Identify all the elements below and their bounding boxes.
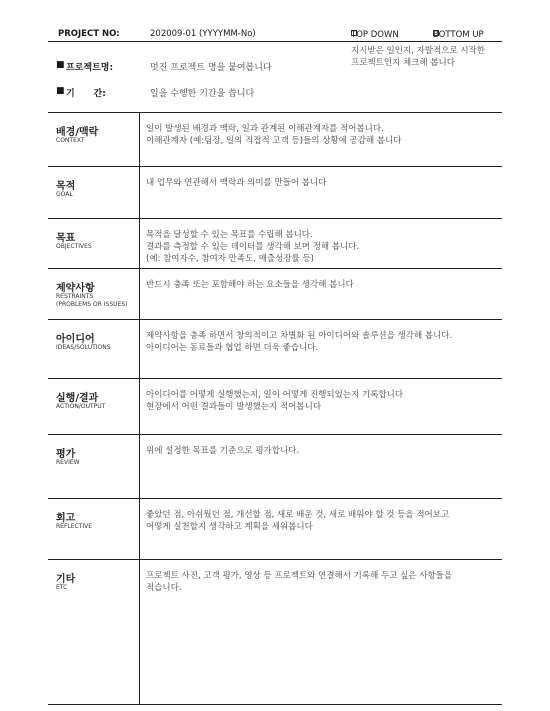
row-context <box>48 113 502 167</box>
project-type-note: 지시받은 일인지, 자발적으로 시작한 프로젝트인지 체크해 봅니다 <box>351 46 485 68</box>
row-subtitle: ACTION/OUTPUT <box>56 403 106 410</box>
row-title: 아이디어 <box>56 334 95 345</box>
row-title: 기타 <box>56 574 76 585</box>
column-divider <box>139 269 140 319</box>
project-no-value[interactable]: 202009-01 (YYYYMM-No) <box>150 29 256 39</box>
row-etc <box>48 560 502 705</box>
row-review <box>48 435 502 499</box>
row-goal <box>48 167 502 219</box>
column-divider <box>139 219 140 268</box>
row-description[interactable]: 목적을 달성할 수 있는 목표를 수립해 봅니다. 결과를 측정할 수 있는 데이터를 생각해 보며 정해 봅니다. (예: 참여자수, 참여자 만족도, 매출성장률 등) <box>146 230 360 264</box>
row-title: 회고 <box>56 513 76 524</box>
row-ideas <box>48 320 502 379</box>
column-divider <box>139 167 140 218</box>
row-description[interactable]: 프로젝트 사진, 고객 평가, 영상 등 프로젝트와 연결해서 기록해 두고 싶은 사항들을 적습니다. <box>146 571 453 593</box>
row-title: 제약사항 <box>56 283 95 294</box>
row-subtitle: REVIEW <box>56 459 80 466</box>
option-top-down-label: TOP DOWN <box>351 30 399 40</box>
column-divider <box>139 435 140 498</box>
row-description[interactable]: 반드시 충족 또는 포함해야 하는 요소들을 생각해 봅니다 <box>146 280 354 290</box>
row-description[interactable]: 제약사항을 충족 하면서 창의적이고 차별화 된 아이디어와 솔루션을 생각해 봅니다. 아이디어는 동료들과 협업 하면 더욱 좋습니다. <box>146 331 453 353</box>
bullet-icon: ■ <box>56 86 65 96</box>
row-description[interactable]: 아이디어를 어떻게 실행했는지, 일이 어떻게 진행되었는지 기록합니다 현장에서 어떤 결과들이 발생했는지 적어봅니다 <box>146 390 404 412</box>
option-bottom-up-label: BOTTOM UP <box>433 30 484 40</box>
row-subtitle: GOAL <box>56 191 73 198</box>
period-value[interactable]: 일을 수행한 기간을 씁니다 <box>150 89 255 99</box>
project-no-label: PROJECT NO: <box>58 29 120 39</box>
row-subtitle: OBJECTIVES <box>56 243 92 250</box>
row-subtitle: REFLECTIVE <box>56 523 93 530</box>
row-description[interactable]: 위에 설정한 목표를 기준으로 평가합니다. <box>146 446 300 456</box>
row-reflective <box>48 499 502 560</box>
row-objectives <box>48 219 502 269</box>
project-table <box>48 112 502 705</box>
row-title: 평가 <box>56 449 76 460</box>
row-action <box>48 379 502 435</box>
column-divider <box>139 113 140 166</box>
row-description[interactable]: 일이 발생된 배경과 맥락, 일과 관계된 이해관계자를 적어봅니다. 이해관계자 (예:팀장, 일의 직접적 고객 등)들의 상황에 공감해 봅니다 <box>146 124 402 146</box>
row-title: 실행/결과 <box>56 393 99 404</box>
bullet-icon: ■ <box>56 60 65 70</box>
row-description[interactable]: 내 업무와 연관해서 맥락과 의미를 만들어 봅니다 <box>146 178 327 188</box>
project-name-label: 프로젝트명: <box>66 63 114 73</box>
row-subtitle: RESTRAINTS (PROBLEMS OR ISSUES) <box>56 293 128 308</box>
column-divider <box>139 320 140 378</box>
row-description[interactable]: 좋았던 점, 아쉬웠던 점, 개선할 점, 새로 배운 것, 새로 배워야 할 것 등을 적어보고 어떻게 실천할지 생각하고 계획을 세워봅니다 <box>146 510 450 532</box>
period-label: 기 간: <box>66 89 106 99</box>
row-subtitle: CONTEXT <box>56 137 85 144</box>
column-divider <box>139 499 140 559</box>
row-title: 배경/맥락 <box>56 127 99 138</box>
column-divider <box>139 560 140 704</box>
row-subtitle: ETC <box>56 584 68 591</box>
column-divider <box>139 379 140 434</box>
row-title: 목표 <box>56 233 76 244</box>
project-name-value[interactable]: 멋진 프로젝트 명을 붙여봅니다 <box>150 63 272 73</box>
row-subtitle: IDEAS/SOLUTIONS <box>56 344 111 351</box>
project-header <box>48 28 502 42</box>
row-restraints <box>48 269 502 320</box>
row-title: 목적 <box>56 181 76 192</box>
